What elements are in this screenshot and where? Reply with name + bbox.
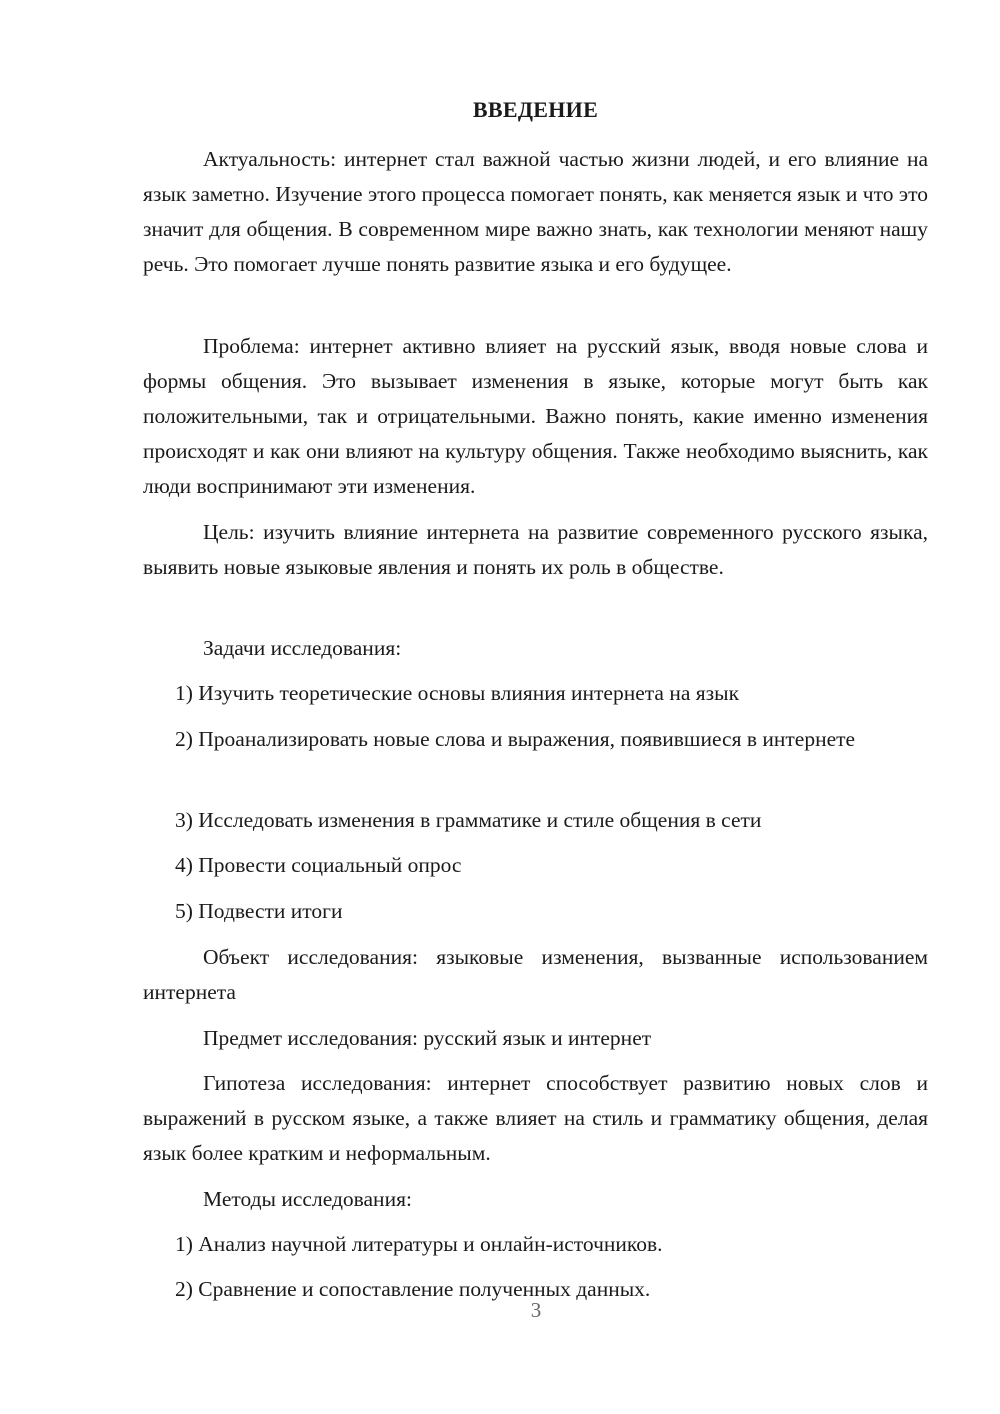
tasks-heading: Задачи исследования: (203, 636, 402, 660)
section-heading: ВВЕДЕНИЕ (472, 97, 599, 122)
method-item: 2) Сравнение и сопоставление полученных данных. (175, 1277, 651, 1301)
problem-paragraph: Проблема: интернет активно влияет на русский язык, вводя новые слова и формы общения. Это вызывает изменения в языке, которые могут быть как положительными, так и отрицательными. Важно понять, какие именно изменения происходят и как они влияют на культуру общения. Также необходимо выяснить, как люди воспринимают эти изменения. (143, 334, 928, 498)
task-item: 3) Исследовать изменения в грамматике и стиле общения в сети (175, 808, 762, 832)
method-item: 1) Анализ научной литературы и онлайн-источников. (175, 1232, 663, 1256)
task-item: 4) Провести социальный опрос (175, 853, 462, 877)
relevance-paragraph: Актуальность: интернет стал важной частью жизни людей, и его влияние на язык заметно. Изучение этого процесса помогает понять, как меняется язык и что это значит для общения. В современном мире важно знать, как технологии меняют нашу речь. Это помогает лучше понять развитие языка и его будущее. (143, 147, 928, 276)
task-item: 2) Проанализировать новые слова и выражения, появившиеся в интернете (175, 727, 856, 751)
hypothesis-paragraph: Гипотеза исследования: интернет способствует развитию новых слов и выражений в русском языке, а также влияет на стиль и грамматику общения, делая язык более кратким и неформальным. (143, 1071, 928, 1165)
goal-paragraph: Цель: изучить влияние интернета на развитие современного русского языка, выявить новые языковые явления и понять их роль в обществе. (143, 520, 928, 579)
subject-paragraph: Предмет исследования: русский язык и интернет (203, 1026, 652, 1050)
object-paragraph: Объект исследования: языковые изменения, вызванные использованием интернета (143, 945, 928, 1004)
task-item: 1) Изучить теоретические основы влияния интернета на язык (175, 681, 740, 705)
task-item: 5) Подвести итоги (175, 899, 343, 923)
methods-heading: Методы исследования: (203, 1187, 412, 1211)
page-number: 3 (530, 1298, 542, 1322)
